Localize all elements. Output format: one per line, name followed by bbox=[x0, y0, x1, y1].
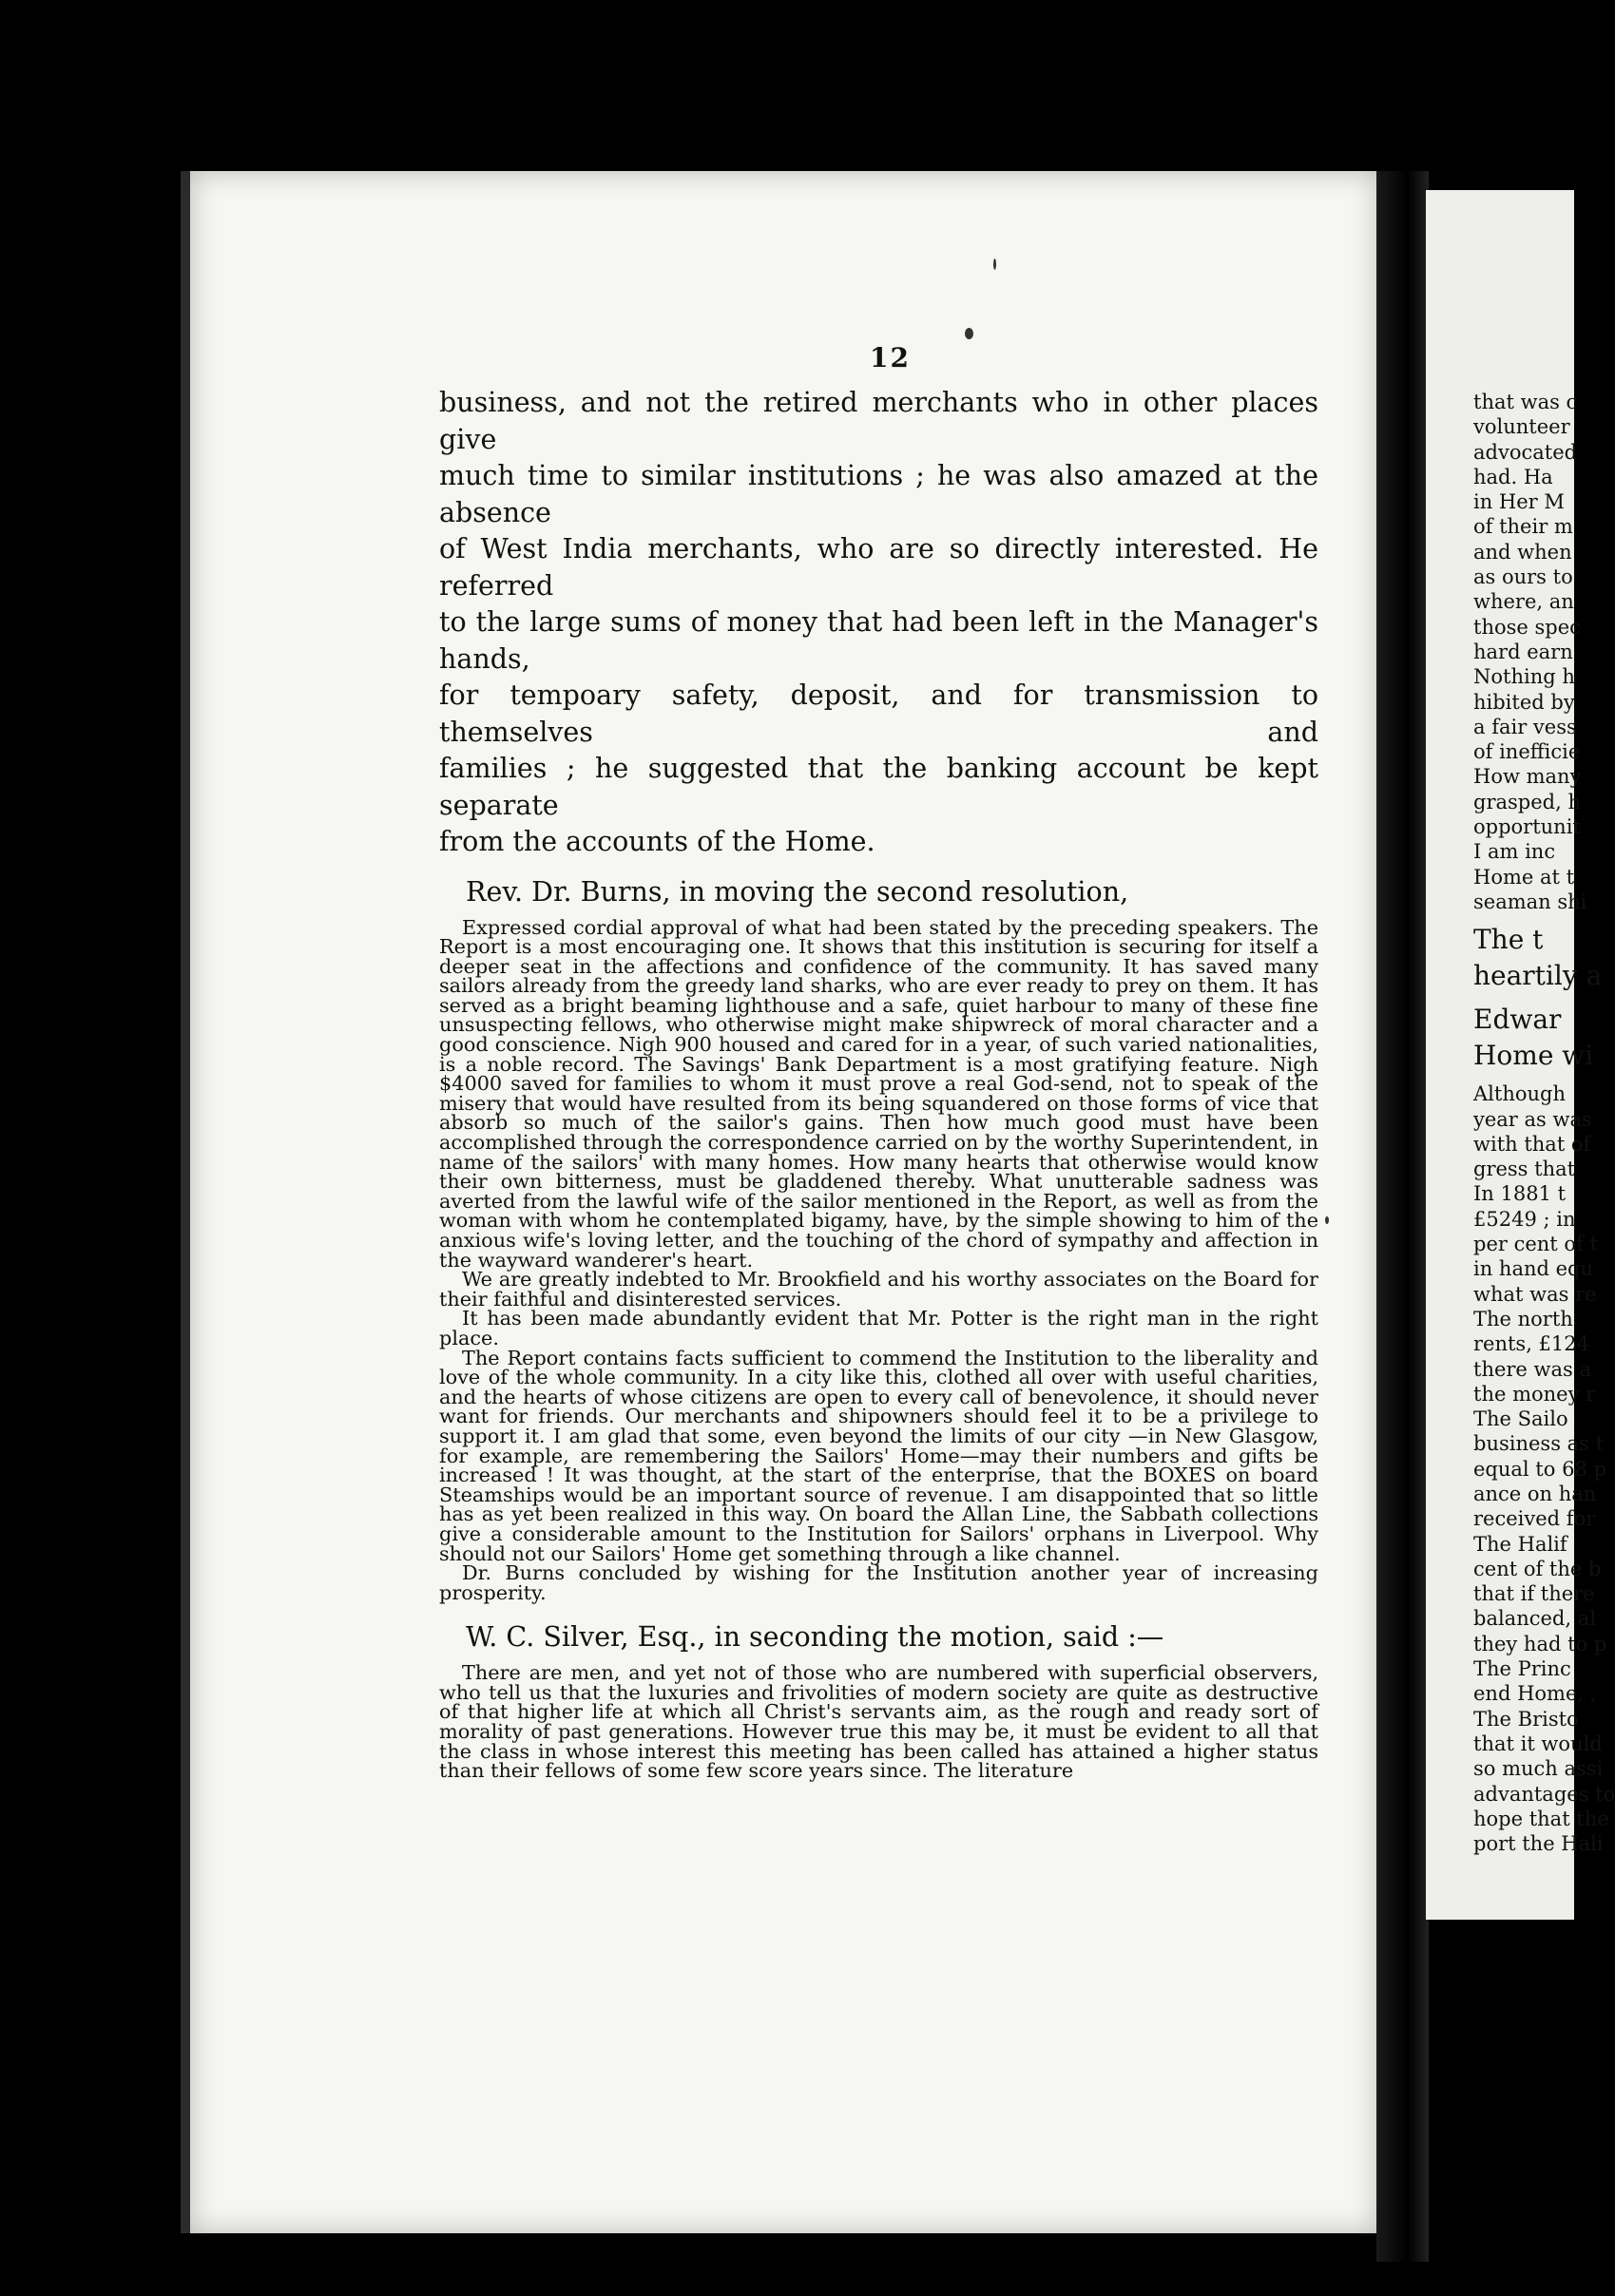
facing-line: ance on han bbox=[1473, 1482, 1597, 1505]
facing-line: in Her M bbox=[1473, 490, 1565, 514]
heading-burns: Rev. Dr. Burns, in moving the second resolution, bbox=[466, 875, 1129, 908]
ink-speck bbox=[1325, 1216, 1329, 1224]
facing-line: as ours to bbox=[1473, 565, 1573, 589]
facing-line: of inefficie bbox=[1473, 740, 1581, 764]
facing-line: The Princ bbox=[1473, 1657, 1571, 1681]
text-line: for tempoary safety, deposit, and for transmission to themselves and bbox=[439, 679, 1318, 748]
facing-line: hibited by bbox=[1473, 690, 1575, 714]
facing-large-line: heartily a bbox=[1473, 960, 1603, 992]
opening-paragraph bbox=[439, 385, 1318, 861]
facing-line: gress that bbox=[1473, 1158, 1576, 1181]
facing-line: The north bbox=[1473, 1307, 1573, 1330]
burns-paragraph: Dr. Burns concluded by wishing for the Institution another year of increasing prosperity. bbox=[439, 1561, 1318, 1604]
facing-line: How many bbox=[1473, 765, 1582, 789]
text-line: from the accounts of the Home. bbox=[439, 826, 875, 857]
facing-line: end Home, , bbox=[1473, 1682, 1597, 1706]
facing-line: port the Hali bbox=[1473, 1832, 1604, 1856]
facing-line: Although bbox=[1473, 1082, 1566, 1106]
facing-line: a fair vess bbox=[1473, 715, 1577, 738]
facing-line: had. Ha bbox=[1473, 465, 1553, 488]
facing-line: opportunit bbox=[1473, 815, 1581, 839]
facing-line: Home at t bbox=[1473, 865, 1575, 889]
facing-line: volunteer bbox=[1473, 415, 1570, 439]
facing-line: balanced, al bbox=[1473, 1607, 1596, 1631]
burns-paragraph: We are greatly indebted to Mr. Brookfield and his worthy associates on the Board for their faithful and disinterested services. bbox=[439, 1268, 1318, 1311]
ink-speck bbox=[993, 258, 996, 270]
facing-line: that it would bbox=[1473, 1732, 1603, 1755]
facing-line: The Bristo bbox=[1473, 1707, 1579, 1731]
facing-line: grasped, h bbox=[1473, 790, 1581, 813]
facing-line: so much assi bbox=[1473, 1757, 1604, 1781]
facing-large-line: The t bbox=[1473, 924, 1544, 956]
facing-line: advantages to bbox=[1473, 1782, 1615, 1806]
facing-line: £5249 ; in bbox=[1473, 1207, 1576, 1231]
ink-speck bbox=[965, 328, 973, 339]
text-line: families ; he suggested that the banking account be kept separate bbox=[439, 753, 1318, 821]
burns-paragraph: The Report contains facts sufficient to commend the Institution to the liberality and love of the whole community. In a city like this, clothed all over with useful charities, and the hearts of whose citizens are open to every call of benevolence, it should never want for friends. Our merchants and shipowners should feel it to be a privilege to support it. I am glad that some, even beyond the limits of our city —in New Glasgow, for example, are remembering the Sailors' Home—may their numbers and gifts be increased ! It was thought, at the start of the enterprise, that the BOXES on board Steamships would be an important source of revenue. I am disappointed that so little has as yet been realized in this way. On board the Allan Line, the Sabbath collections give a considerable amount to the Institution for Sailors' orphans in Liverpool. Why should not our Sailors' Home get something through a like channel. bbox=[439, 1346, 1318, 1565]
facing-large-line: Edwar bbox=[1473, 1004, 1562, 1036]
facing-line: in hand equ bbox=[1473, 1257, 1593, 1281]
silver-speech bbox=[439, 1663, 1318, 1781]
text-line: much time to similar institutions ; he was also amazed at the absence bbox=[439, 460, 1318, 528]
facing-line: The Sailo bbox=[1473, 1407, 1568, 1431]
facing-line: I am inc bbox=[1473, 840, 1556, 864]
facing-line: hope that the bbox=[1473, 1807, 1609, 1830]
text-line: to the large sums of money that had been left in the Manager's hands, bbox=[439, 606, 1318, 675]
facing-large-line: Home wi bbox=[1473, 1040, 1594, 1072]
heading-silver: W. C. Silver, Esq., in seconding the motion, said :— bbox=[466, 1621, 1164, 1654]
facing-line: with that of bbox=[1473, 1132, 1591, 1156]
facing-line: received for bbox=[1473, 1507, 1596, 1531]
page-content bbox=[439, 385, 1318, 1781]
page-number: 12 bbox=[870, 342, 911, 373]
book-fold-shadow bbox=[1376, 171, 1429, 2262]
text-line: business, and not the retired merchants who in other places give bbox=[439, 387, 1318, 455]
facing-line: per cent of t bbox=[1473, 1233, 1598, 1256]
facing-line: what was re bbox=[1473, 1282, 1597, 1306]
facing-line: the money r bbox=[1473, 1382, 1596, 1406]
facing-line: equal to 68 p bbox=[1473, 1457, 1606, 1481]
facing-line: they had to p bbox=[1473, 1632, 1607, 1655]
facing-line: hard earn bbox=[1473, 640, 1573, 663]
burns-paragraph: Expressed cordial approval of what had been stated by the preceding speakers. The Report is a most encouraging one. It shows that this institution is securing for itself a deeper seat in the affections and confidence of the community. It has saved many sailors already from the greedy land sharks, who are ever ready to prey on them. It has served as a bright beaming lighthouse and a safe, quiet harbour to many of these fine unsuspecting fellows, who otherwise might make shipwreck of moral character and a good conscience. Nigh 900 housed and cared for in a year, of such varied nationalities, is a noble record. The Savings' Bank Department is a most gratifying feature. Nigh $4000 saved for families to whom it must prove a real God-send, not to speak of the misery that would have resulted from its being squandered on those forms of vice that absorb so much of the sailor's gains. Then how much good must have been accomplished through the correspondence carried on by the worthy Superintendent, in name of the sailors' with many homes. How many hearts that otherwise would know their own bitterness, must be gladdened thereby. What unutterable sadness was averted from the lawful wife of the sailor mentioned in the Report, as well as from the woman with whom he contemplated bigamy, have, by the simple showing to him of the anxious wife's loving letter, and the touching of the chord of sympathy and affection in the wayward wanderer's heart. bbox=[439, 915, 1318, 1272]
facing-line: those spec bbox=[1473, 615, 1581, 639]
facing-line: In 1881 t bbox=[1473, 1182, 1567, 1206]
burns-paragraph: It has been made abundantly evident that Mr. Potter is the right man in the right place. bbox=[439, 1307, 1318, 1349]
facing-page bbox=[1426, 190, 1615, 1920]
facing-line: where, an bbox=[1473, 590, 1574, 614]
facing-line: The Halif bbox=[1473, 1532, 1567, 1556]
facing-line: rents, £124 bbox=[1473, 1332, 1590, 1356]
facing-line: year as was bbox=[1473, 1107, 1592, 1131]
facing-line: seaman shi bbox=[1473, 890, 1587, 913]
facing-line: there was a bbox=[1473, 1357, 1592, 1381]
facing-line: Nothing h bbox=[1473, 665, 1575, 689]
facing-line: business as t bbox=[1473, 1432, 1605, 1456]
silver-paragraph: There are men, and yet not of those who are numbered with superficial observers, who tell us that the luxuries and frivolities of modern society are quite as destructive of that higher life at which all Christ's servants aim, as the rough and ready sort of morality of past generations. However true this may be, it must be evident to all that the class in whose interest this meeting has been called has attained a higher status than their fellows of some few score years since. The literature bbox=[439, 1661, 1318, 1783]
text-line: of West India merchants, who are so directly interested. He referred bbox=[439, 533, 1318, 602]
facing-line: of their m bbox=[1473, 515, 1573, 539]
facing-line: cent of the b bbox=[1473, 1557, 1602, 1580]
facing-line: that was c bbox=[1473, 391, 1578, 413]
facing-line: advocated bbox=[1473, 440, 1578, 464]
facing-page-column bbox=[1473, 390, 1615, 1856]
facing-line: that if there bbox=[1473, 1582, 1595, 1606]
facing-line: and when bbox=[1473, 540, 1572, 564]
burns-speech bbox=[439, 915, 1318, 1604]
